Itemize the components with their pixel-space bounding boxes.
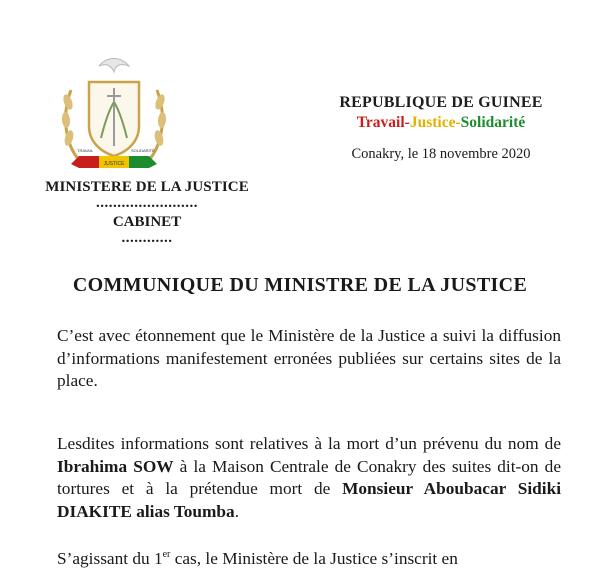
communique-title: COMMUNIQUE DU MINISTRE DE LA JUSTICE: [72, 274, 528, 296]
emblem-ribbon-text: JUSTICE: [103, 161, 125, 167]
dotted-separator: ............: [121, 230, 173, 246]
paragraph-2-text: Lesdites informations sont relatives à la mort d’un prévenu du nom de: [57, 434, 561, 453]
paragraph-3-text: cas, le Ministère de la Justice s’inscrit en: [170, 549, 458, 568]
motto-solidarite: Solidarité: [460, 114, 526, 131]
ministry-block: [18, 179, 276, 246]
cabinet-label: CABINET: [112, 214, 182, 230]
dotted-separator: ........................: [96, 195, 198, 211]
emblem-ribbon-left: TRAVAIL: [77, 148, 94, 153]
paragraph-3: [57, 548, 561, 571]
place-date: Conakry, le 18 novembre 2020: [351, 146, 531, 162]
ordinal-superscript: er: [162, 549, 171, 561]
emblem-ribbon-right: SOLIDARITÉ: [131, 148, 155, 153]
paragraph-2: [57, 433, 561, 523]
motto-justice: Justice: [409, 114, 456, 131]
republic-header: [300, 94, 582, 132]
motto-travail: Travail: [356, 114, 405, 131]
name-ibrahima-sow: Ibrahima SOW: [57, 456, 174, 476]
motto-separator: -: [404, 114, 410, 131]
ministry-name: MINISTERE DE LA JUSTICE: [45, 179, 249, 195]
republic-title: REPUBLIQUE DE GUINEE: [339, 94, 543, 111]
paragraph-2-end: .: [234, 501, 240, 521]
motto-separator: -: [455, 114, 461, 131]
paragraph-1: C’est avec étonnement que le Ministère de la Justice a suivi la diffusion d’informations manifestement erronées publiées sur certains sites de la place.: [57, 326, 561, 390]
national-motto: [300, 114, 582, 132]
name-aboubacar-diakite: Monsieur Aboubacar Sidiki DIAKITE alias Toumba: [57, 479, 561, 521]
coat-of-arms-icon: [55, 52, 173, 180]
paragraph-2-text: à la Maison Centrale de Conakry des suites dit-on de tortures et à la prétendue mort de: [57, 456, 561, 498]
paragraph-3-text: S’agissant du 1: [57, 549, 163, 568]
